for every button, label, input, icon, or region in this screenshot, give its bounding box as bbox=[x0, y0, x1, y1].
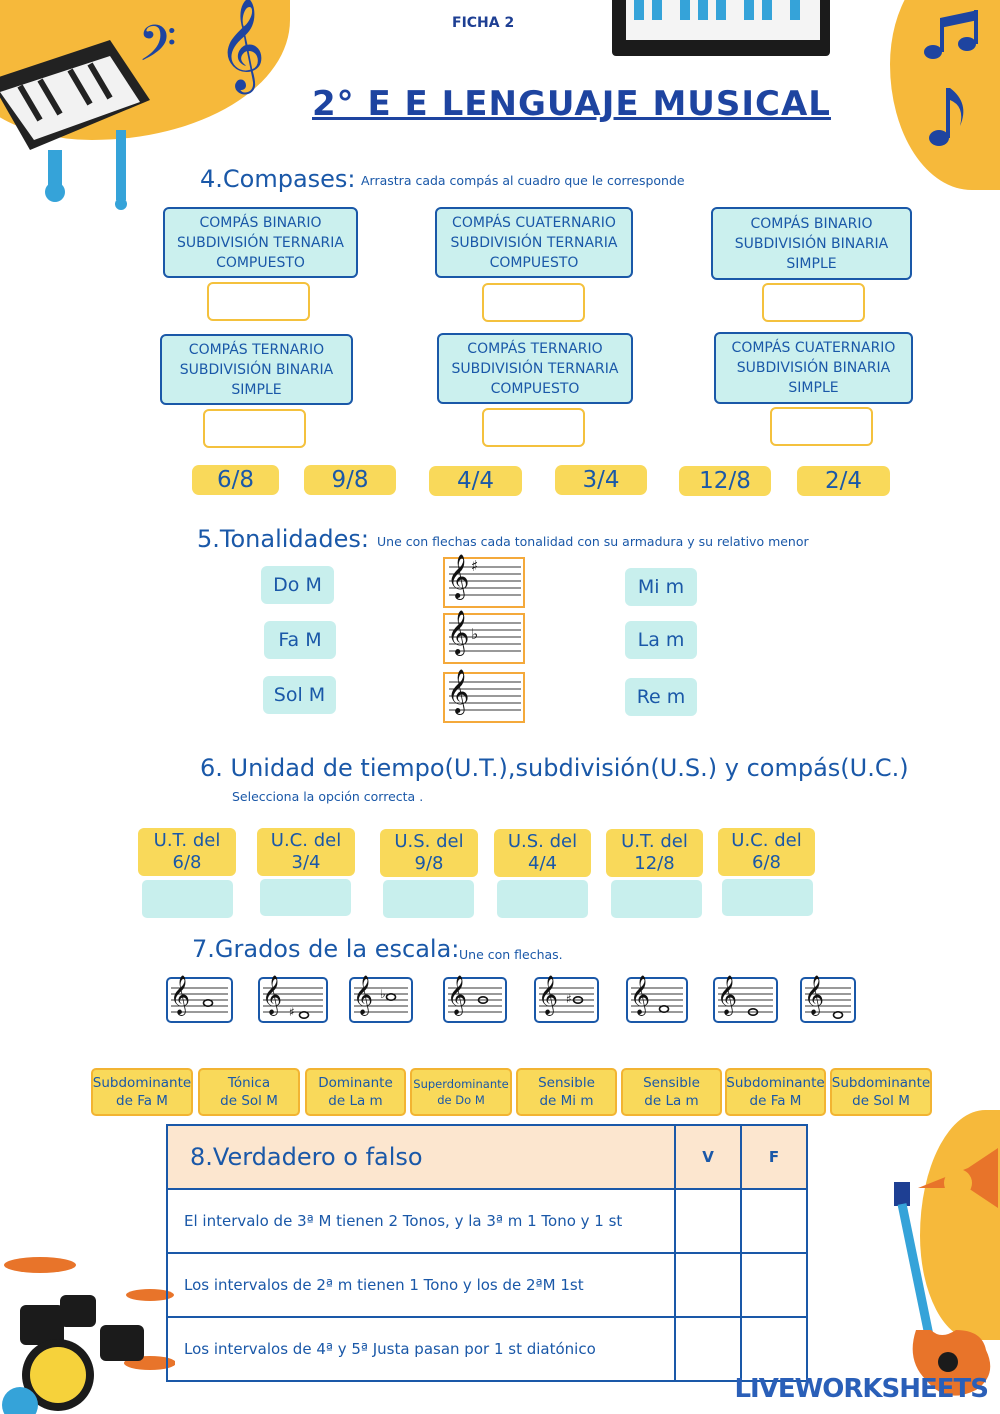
time-unit-answer-select[interactable] bbox=[722, 879, 813, 916]
compas-card-line: SUBDIVISIÓN TERNARIA bbox=[451, 360, 619, 377]
table-row bbox=[167, 1189, 807, 1253]
scale-degree-label-line: de La m bbox=[328, 1093, 383, 1109]
section4-instruction: Arrastra cada compás al cuadro que le corresponde bbox=[361, 173, 685, 188]
draggable-time-signature[interactable]: 6/8 bbox=[192, 465, 279, 495]
compas-drop-target[interactable] bbox=[770, 407, 873, 446]
scale-degree-note-staff[interactable] bbox=[443, 977, 507, 1023]
draggable-time-signature[interactable]: 3/4 bbox=[555, 465, 647, 495]
time-unit-label bbox=[257, 828, 355, 876]
treble-clef-icon: 𝄞 bbox=[447, 554, 470, 598]
liveworksheets-logo bbox=[734, 1374, 988, 1404]
treble-clef-icon: 𝄞 bbox=[170, 975, 191, 1015]
scale-degree-label[interactable] bbox=[410, 1068, 512, 1116]
compas-card-line: SIMPLE bbox=[231, 381, 282, 398]
section7-instruction: Une con flechas. bbox=[459, 947, 563, 962]
table-row bbox=[167, 1317, 807, 1381]
time-unit-label-line: U.T. del bbox=[621, 831, 688, 852]
compas-card bbox=[437, 333, 633, 404]
section6-title: 6. Unidad de tiempo(U.T.),subdivisión(U.S.) y compás(U.C.) bbox=[200, 754, 909, 782]
treble-clef-icon: 𝄞 bbox=[538, 975, 559, 1015]
true-false-table bbox=[166, 1124, 808, 1382]
compas-card-line: COMPÁS TERNARIO bbox=[467, 340, 603, 357]
draggable-time-signature[interactable]: 4/4 bbox=[429, 466, 522, 496]
section7-title: 7.Grados de la escala: bbox=[192, 935, 460, 963]
statement-text: Los intervalos de 4ª y 5ª Justa pasan por 1 st diatónico bbox=[184, 1340, 596, 1358]
scale-degree-label[interactable] bbox=[91, 1068, 193, 1116]
compas-card-line: COMPÁS BINARIO bbox=[199, 214, 322, 231]
scale-degree-note-staff[interactable] bbox=[258, 977, 328, 1023]
compas-card bbox=[160, 334, 353, 405]
scale-degree-label-line: Subdominante bbox=[831, 1075, 931, 1091]
false-answer-cell[interactable] bbox=[741, 1317, 807, 1381]
column-f-header bbox=[741, 1125, 807, 1189]
scale-degree-note-staff[interactable] bbox=[800, 977, 856, 1023]
flat-icon: ♭ bbox=[471, 625, 479, 643]
compas-card bbox=[435, 207, 633, 278]
compas-drop-target[interactable] bbox=[207, 282, 310, 321]
compas-card-line: COMPÁS CUATERNARIO bbox=[452, 214, 616, 231]
time-unit-label-line: U.C. del bbox=[270, 830, 342, 851]
treble-clef-icon: 𝄞 bbox=[218, 0, 266, 90]
key-signature-staff[interactable] bbox=[443, 610, 525, 664]
time-unit-answer-select[interactable] bbox=[260, 879, 351, 916]
treble-clef-icon: 𝄞 bbox=[447, 975, 468, 1015]
drums-icon bbox=[0, 1255, 175, 1414]
compas-card-line: SUBDIVISIÓN TERNARIA bbox=[450, 234, 618, 251]
section8-title-text: 8.Verdadero o falso bbox=[190, 1143, 423, 1171]
compas-card-line: SIMPLE bbox=[788, 380, 839, 396]
scale-degree-label-line: de Do M bbox=[437, 1093, 485, 1107]
scale-degree-label-line: Subdominante bbox=[726, 1075, 825, 1091]
minor-key[interactable]: Re m bbox=[625, 678, 697, 716]
compas-card-line: COMPÁS CUATERNARIO bbox=[731, 340, 896, 356]
section5-instruction: Une con flechas cada tonalidad con su armadura y su relativo menor bbox=[377, 534, 809, 549]
scale-degree-label-line: de La m bbox=[644, 1093, 699, 1109]
brand-text: LIVEWORKSHEETS bbox=[734, 1374, 988, 1404]
statement-cell bbox=[167, 1189, 675, 1253]
compas-card-line: COMPUESTO bbox=[489, 254, 579, 271]
scale-degree-note-staff[interactable] bbox=[713, 977, 778, 1023]
page-title: 2° E E LENGUAJE MUSICAL bbox=[312, 84, 831, 124]
key-signature-staff[interactable] bbox=[443, 669, 525, 723]
false-answer-cell[interactable] bbox=[741, 1253, 807, 1317]
major-key[interactable]: Sol M bbox=[263, 676, 336, 714]
keyboard-icon bbox=[612, 0, 830, 58]
treble-clef-icon: 𝄞 bbox=[447, 669, 470, 713]
compas-card-line: COMPÁS BINARIO bbox=[750, 215, 873, 232]
statement-text: Los intervalos de 2ª m tienen 1 Tono y los de 2ªM 1st bbox=[184, 1276, 584, 1294]
section5-title: 5.Tonalidades: bbox=[197, 525, 369, 553]
draggable-time-signature[interactable]: 9/8 bbox=[304, 465, 396, 495]
column-f-label: F bbox=[768, 1148, 780, 1166]
time-unit-label-line: U.S. del bbox=[394, 831, 464, 852]
section8-title bbox=[167, 1125, 675, 1189]
time-unit-label-line: 9/8 bbox=[414, 853, 444, 874]
flat-icon: ♭ bbox=[380, 987, 386, 1001]
treble-clef-icon: 𝄞 bbox=[804, 975, 825, 1015]
scale-degree-label-line: Dominante bbox=[318, 1075, 393, 1091]
table-header-row bbox=[167, 1125, 807, 1189]
time-unit-label bbox=[494, 829, 591, 877]
time-unit-label-line: 4/4 bbox=[528, 853, 557, 874]
statement-text: El intervalo de 3ª M tienen 2 Tonos, y la 3ª m 1 Tono y 1 st bbox=[184, 1212, 623, 1230]
time-unit-label-line: U.C. del bbox=[731, 830, 802, 851]
time-unit-label-line: U.S. del bbox=[507, 831, 578, 852]
time-unit-label bbox=[718, 828, 815, 876]
compas-card bbox=[714, 332, 913, 404]
statement-cell bbox=[167, 1317, 675, 1381]
time-unit-label-line: U.T. del bbox=[153, 830, 221, 851]
compas-card-line: COMPUESTO bbox=[490, 380, 580, 397]
scale-degree-label[interactable] bbox=[725, 1068, 826, 1116]
minor-key[interactable]: La m bbox=[625, 621, 697, 659]
compas-card-line: SUBDIVISIÓN BINARIA bbox=[734, 235, 889, 252]
scale-degree-label-line: de Fa M bbox=[116, 1093, 168, 1109]
compas-card-line: SUBDIVISIÓN BINARIA bbox=[736, 360, 891, 376]
scale-degree-label-line: de Mi m bbox=[539, 1093, 594, 1109]
scale-degree-note-staff[interactable] bbox=[534, 977, 599, 1023]
compas-card-line: COMPUESTO bbox=[216, 254, 305, 271]
scale-degree-label[interactable] bbox=[516, 1068, 617, 1116]
time-unit-label-line: 12/8 bbox=[634, 853, 675, 874]
scale-degree-label[interactable] bbox=[305, 1068, 406, 1116]
compas-drop-target[interactable] bbox=[482, 283, 585, 322]
scale-degree-label-line: Tónica bbox=[227, 1075, 271, 1091]
major-key[interactable]: Do M bbox=[261, 566, 334, 604]
compas-drop-target[interactable] bbox=[482, 408, 585, 447]
treble-clef-icon: 𝄞 bbox=[353, 975, 374, 1015]
scale-degree-label-line: de Sol M bbox=[852, 1093, 910, 1109]
scale-degree-label-line: Sensible bbox=[538, 1075, 595, 1091]
table-row bbox=[167, 1253, 807, 1317]
scale-degree-label[interactable] bbox=[198, 1068, 300, 1116]
true-answer-cell[interactable] bbox=[675, 1253, 741, 1317]
treble-clef-icon: 𝄞 bbox=[262, 975, 283, 1015]
music-notes-icon bbox=[915, 8, 995, 158]
time-unit-label bbox=[606, 829, 703, 877]
draggable-time-signature[interactable]: 12/8 bbox=[679, 466, 771, 496]
column-v-label: V bbox=[702, 1148, 714, 1166]
scale-degree-note-staff[interactable] bbox=[349, 977, 413, 1023]
time-unit-answer-select[interactable] bbox=[142, 880, 233, 918]
compas-card-line: SUBDIVISIÓN BINARIA bbox=[179, 361, 334, 378]
scale-degree-label-line: de Fa M bbox=[749, 1093, 802, 1109]
true-answer-cell[interactable] bbox=[675, 1317, 741, 1381]
scale-degree-label-line: de Sol M bbox=[220, 1093, 278, 1109]
statement-cell bbox=[167, 1253, 675, 1317]
sharp-icon: ♯ bbox=[289, 1005, 295, 1019]
compas-drop-target[interactable] bbox=[762, 283, 865, 322]
scale-degree-note-staff[interactable] bbox=[166, 977, 233, 1023]
scale-degree-label-line: Subdominante bbox=[92, 1075, 192, 1091]
minor-key[interactable]: Mi m bbox=[625, 568, 697, 606]
true-answer-cell[interactable] bbox=[675, 1189, 741, 1253]
time-unit-answer-select[interactable] bbox=[611, 880, 702, 918]
time-unit-answer-select[interactable] bbox=[383, 880, 474, 918]
time-unit-answer-select[interactable] bbox=[497, 880, 588, 918]
compas-card-line: SUBDIVISIÓN TERNARIA bbox=[177, 234, 344, 251]
scale-degree-label-line: Sensible bbox=[643, 1075, 700, 1091]
time-unit-label bbox=[138, 828, 236, 876]
scale-degree-label[interactable] bbox=[830, 1068, 932, 1116]
bass-clef-icon: 𝄢 bbox=[138, 15, 177, 85]
compas-card-line: SIMPLE bbox=[786, 255, 837, 272]
treble-clef-icon: 𝄞 bbox=[717, 975, 738, 1015]
compas-drop-target[interactable] bbox=[203, 409, 306, 448]
draggable-time-signature[interactable]: 2/4 bbox=[797, 466, 890, 496]
scale-degree-label[interactable] bbox=[621, 1068, 722, 1116]
column-v-header bbox=[675, 1125, 741, 1189]
section6-instruction: Selecciona la opción correcta . bbox=[232, 789, 424, 804]
compas-card bbox=[163, 207, 358, 278]
section4-title: 4.Compases: bbox=[200, 165, 356, 193]
time-unit-label-line: 6/8 bbox=[752, 852, 781, 873]
scale-degree-note-staff[interactable] bbox=[626, 977, 688, 1023]
compas-card-line: COMPÁS TERNARIO bbox=[188, 341, 325, 358]
time-unit-label bbox=[380, 829, 478, 877]
sheet-label: FICHA 2 bbox=[452, 15, 515, 31]
time-unit-label-line: 3/4 bbox=[291, 852, 321, 873]
treble-clef-icon: 𝄞 bbox=[447, 610, 470, 654]
compas-card bbox=[711, 207, 912, 280]
major-key[interactable]: Fa M bbox=[264, 621, 336, 659]
time-unit-label-line: 6/8 bbox=[172, 852, 202, 873]
false-answer-cell[interactable] bbox=[741, 1189, 807, 1253]
treble-clef-icon: 𝄞 bbox=[630, 975, 651, 1015]
scale-degree-label-line: Superdominante bbox=[413, 1077, 509, 1091]
sharp-icon: ♯ bbox=[471, 557, 479, 575]
key-signature-staff[interactable] bbox=[443, 554, 525, 608]
sharp-icon: ♯ bbox=[566, 992, 572, 1006]
